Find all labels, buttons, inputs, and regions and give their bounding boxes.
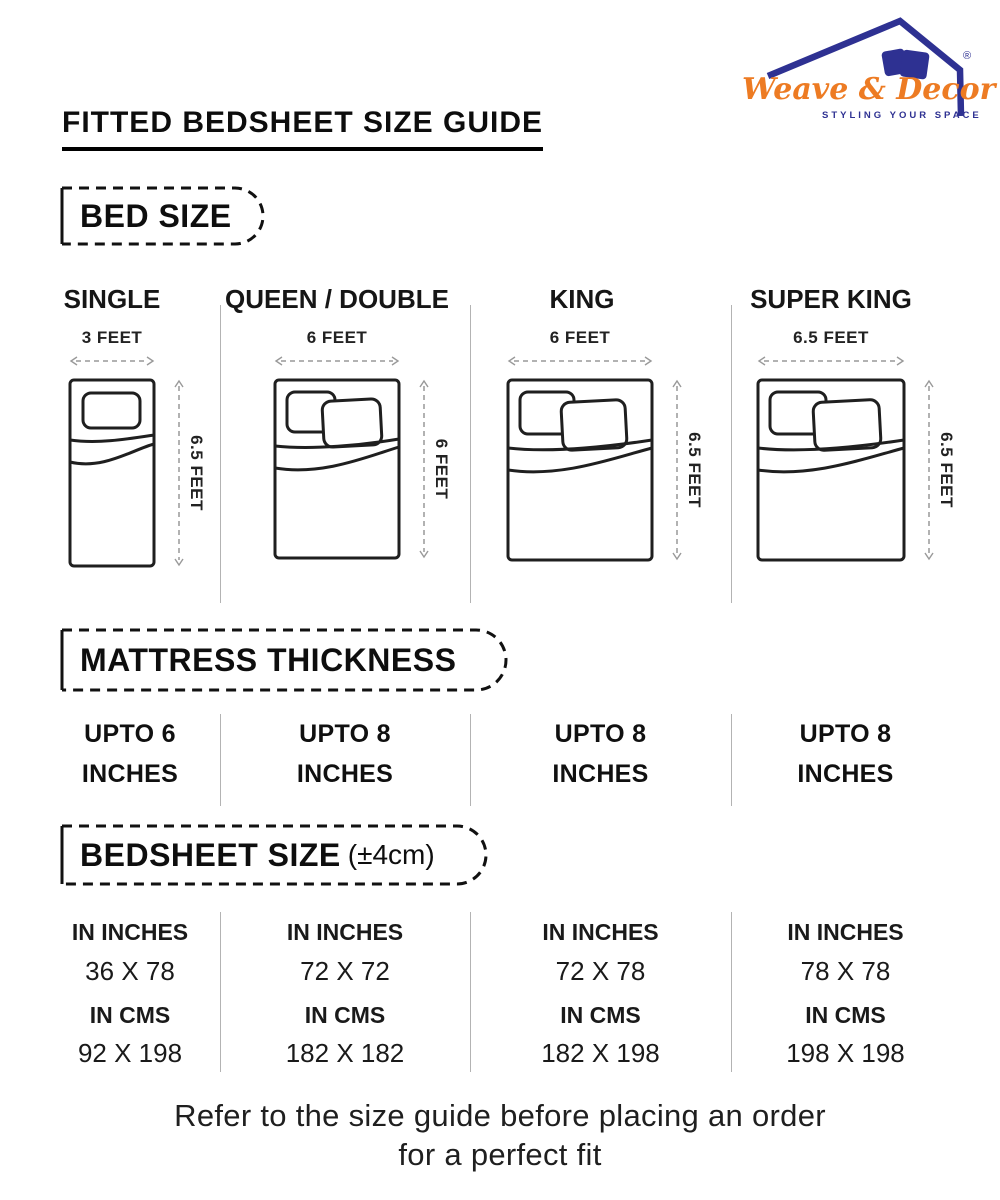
size-label: IN INCHES bbox=[787, 919, 904, 945]
bedsheet-size-badge bbox=[60, 824, 488, 886]
bed-size-header: QUEEN / DOUBLE bbox=[225, 284, 449, 314]
bed-width-label: 6 FEET bbox=[549, 328, 611, 347]
size-value: 72 X 78 bbox=[555, 956, 646, 986]
size-value: 182 X 182 bbox=[285, 1038, 405, 1068]
size-label: IN INCHES bbox=[286, 919, 404, 945]
bed-height-label: 6.5 FEET bbox=[937, 432, 956, 508]
bed-column-king bbox=[470, 284, 731, 614]
bedsheet-size-label: BEDSHEET SIZE bbox=[80, 836, 341, 873]
bed-size-label: BED SIZE bbox=[80, 197, 232, 234]
size-label: IN CMS bbox=[89, 1002, 171, 1028]
mattress-thickness-label: MATTRESS THICKNESS bbox=[80, 641, 457, 678]
size-label: IN CMS bbox=[304, 1002, 386, 1028]
bed-width-label: 6 FEET bbox=[306, 328, 368, 347]
bed-size-badge bbox=[60, 186, 265, 246]
page-title: FITTED BEDSHEET SIZE GUIDE bbox=[62, 106, 543, 151]
size-value: 72 X 72 bbox=[300, 956, 390, 986]
bed-size-header: KING bbox=[549, 284, 615, 314]
bedsheet-tolerance-label: (±4cm) bbox=[347, 839, 435, 870]
size-value: 36 X 78 bbox=[85, 956, 175, 986]
size-label: IN INCHES bbox=[71, 919, 189, 945]
bed-diagram bbox=[756, 378, 906, 562]
bed-diagram bbox=[506, 378, 654, 562]
mattress-value: INCHES bbox=[552, 760, 649, 788]
mattress-value: INCHES bbox=[81, 760, 179, 788]
width-arrow-icon bbox=[756, 354, 906, 368]
size-value: 182 X 198 bbox=[541, 1038, 660, 1068]
mattress-cell bbox=[220, 714, 470, 794]
footer-note bbox=[0, 1096, 1000, 1174]
size-value: 78 X 78 bbox=[800, 956, 891, 986]
mattress-value: UPTO 8 bbox=[554, 720, 647, 748]
bed-size-header: SINGLE bbox=[63, 284, 161, 314]
bed-width-label: 6.5 FEET bbox=[793, 328, 869, 347]
width-arrow-icon bbox=[68, 354, 156, 368]
size-table-inches bbox=[40, 912, 960, 990]
size-table-cms bbox=[40, 996, 960, 1072]
height-arrow-icon bbox=[172, 378, 186, 568]
footer-line-1: Refer to the size guide before placing an order bbox=[174, 1098, 826, 1133]
brand-tagline: STYLING YOUR SPACE bbox=[822, 110, 982, 121]
mattress-cell bbox=[40, 714, 220, 794]
size-label: IN CMS bbox=[560, 1002, 641, 1028]
mattress-value: UPTO 8 bbox=[799, 720, 892, 748]
bed-width-label: 3 FEET bbox=[81, 328, 143, 347]
bed-size-header: SUPER KING bbox=[750, 284, 912, 314]
size-label: IN CMS bbox=[805, 1002, 886, 1028]
width-arrow-icon bbox=[506, 354, 654, 368]
brand-name: Weave & Decor bbox=[742, 72, 996, 107]
mattress-thickness-badge bbox=[60, 628, 508, 692]
size-value: 198 X 198 bbox=[786, 1038, 905, 1068]
registered-mark: ® bbox=[963, 50, 972, 62]
mattress-value: UPTO 6 bbox=[84, 720, 176, 748]
mattress-value: INCHES bbox=[296, 760, 394, 788]
mattress-thickness-table bbox=[40, 714, 960, 794]
height-arrow-icon bbox=[417, 378, 431, 560]
height-arrow-icon bbox=[922, 378, 936, 562]
bed-column-super-king bbox=[731, 284, 960, 614]
height-arrow-icon bbox=[670, 378, 684, 562]
bed-column-single bbox=[40, 284, 220, 614]
bed-size-section bbox=[40, 284, 960, 614]
mattress-cell bbox=[731, 714, 960, 794]
bed-column-queen-double bbox=[220, 284, 470, 614]
bed-height-label: 6 FEET bbox=[432, 438, 451, 500]
bed-diagram bbox=[273, 378, 401, 560]
bed-height-label: 6.5 FEET bbox=[187, 435, 206, 511]
brand-logo bbox=[742, 10, 996, 128]
bed-diagram bbox=[68, 378, 156, 568]
size-value: 92 X 198 bbox=[77, 1038, 183, 1068]
width-arrow-icon bbox=[273, 354, 401, 368]
size-label: IN INCHES bbox=[542, 919, 659, 945]
mattress-value: UPTO 8 bbox=[299, 720, 391, 748]
mattress-value: INCHES bbox=[797, 760, 894, 788]
mattress-cell bbox=[470, 714, 731, 794]
bed-height-label: 6.5 FEET bbox=[685, 432, 704, 508]
footer-line-2: for a perfect fit bbox=[398, 1137, 602, 1172]
